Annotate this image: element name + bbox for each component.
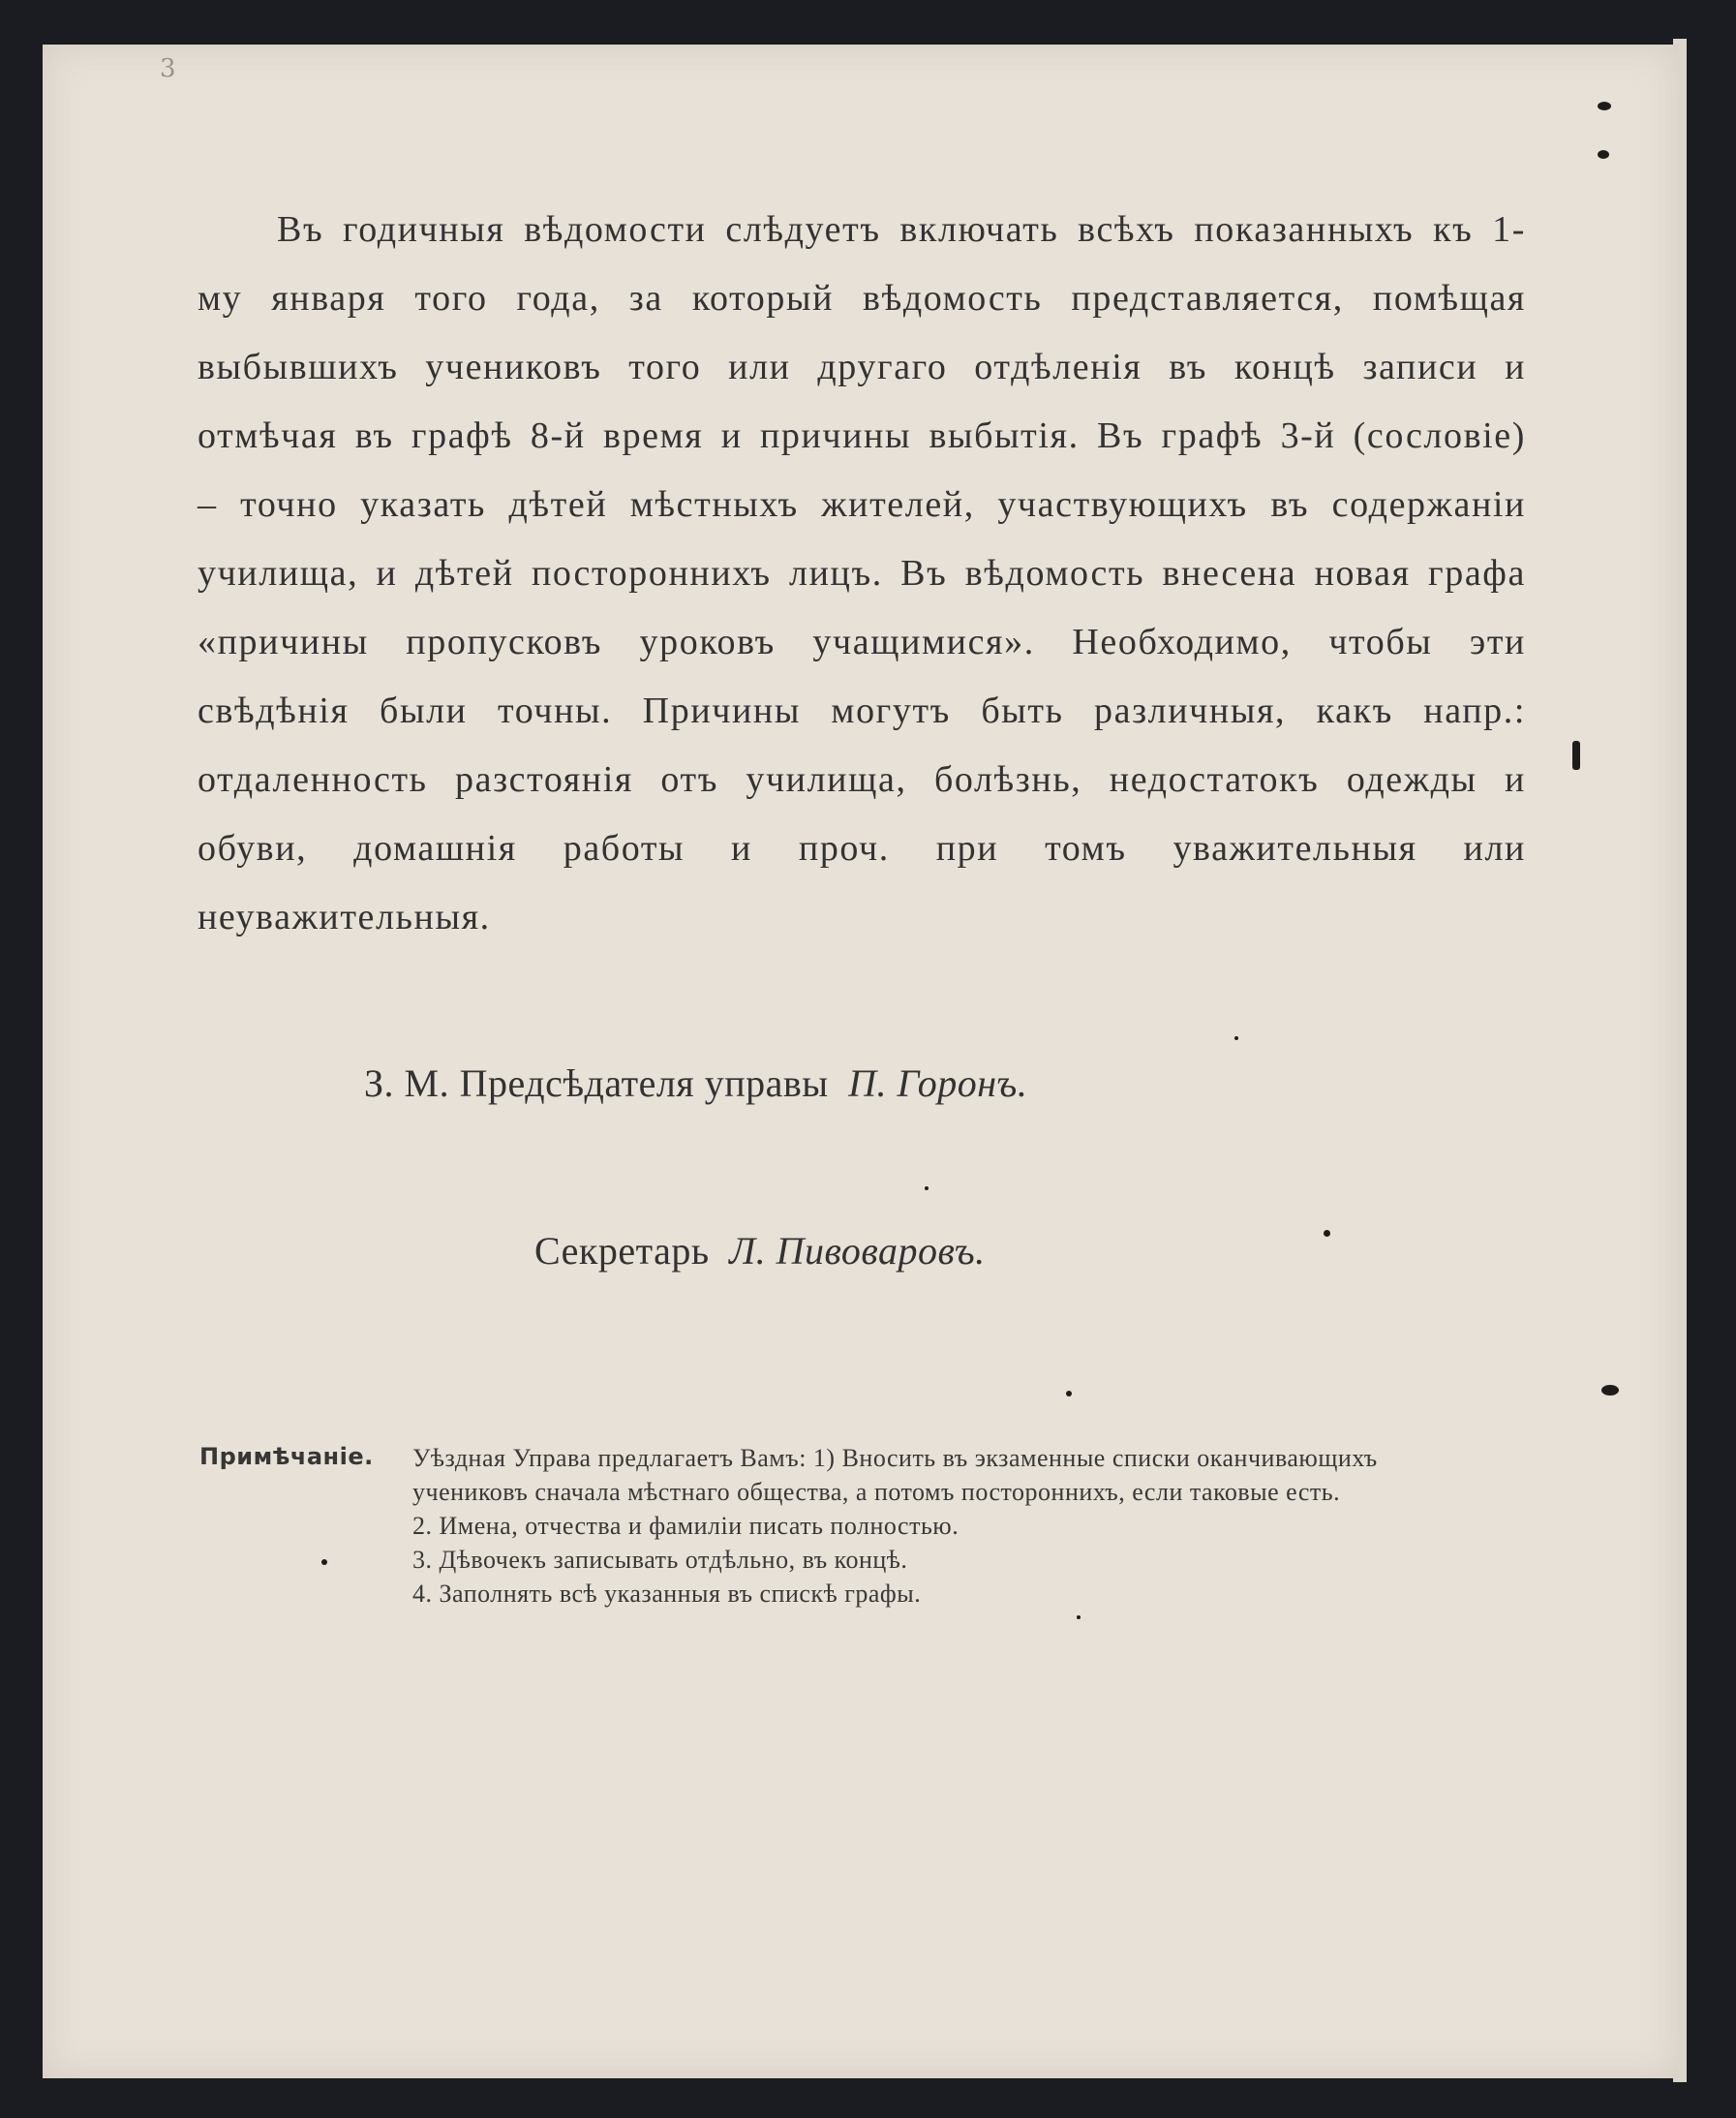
ink-speck xyxy=(321,1559,327,1565)
ink-speck xyxy=(1572,741,1580,770)
corner-pencil-mark: 3 xyxy=(160,54,176,83)
ink-speck xyxy=(1066,1391,1072,1397)
ink-speck xyxy=(1077,1615,1081,1619)
ink-speck xyxy=(1601,1385,1619,1396)
note-line: Уѣздная Управа предлагаетъ Вамъ: 1) Вносить въ экзаменные списки оканчивающихъ xyxy=(412,1444,1378,1472)
signature-chairman xyxy=(364,1060,1027,1106)
ink-speck xyxy=(1324,1230,1330,1237)
note-label: Примѣчаніе. xyxy=(199,1443,374,1470)
ink-speck xyxy=(925,1186,929,1190)
signature-name: Л. Пивоваровъ. xyxy=(729,1229,986,1273)
ink-speck xyxy=(1598,150,1609,159)
ink-speck xyxy=(1234,1036,1238,1040)
ink-speck xyxy=(1598,102,1611,110)
note-line: 2. Имена, отчества и фамиліи писать полностью. xyxy=(412,1512,959,1540)
note-body xyxy=(412,1441,1536,1611)
note-line: 3. Дѣвочекъ записывать отдѣльно, въ концѣ. xyxy=(412,1546,908,1574)
signature-title: З. М. Предсѣдателя управы xyxy=(364,1061,829,1105)
signature-name: П. Горонъ. xyxy=(848,1061,1028,1105)
signature-title: Секретарь xyxy=(534,1229,710,1273)
note-line: 4. Заполнять всѣ указанныя въ спискѣ графы. xyxy=(412,1580,922,1608)
signature-secretary xyxy=(534,1228,986,1274)
main-paragraph: Въ годичныя вѣдомости слѣдуетъ включать всѣхъ показанныхъ къ 1-му января того года, за который вѣдомость представляется, помѣщая выбывшихъ учениковъ того или другаго отдѣленія въ концѣ записи и отмѣчая въ графѣ 8-й время и причины выбытія. Въ графѣ 3-й (сословіе) – точно указать дѣтей мѣстныхъ жителей, участвующихъ въ содержаніи училища, и дѣтей постороннихъ лицъ. Въ вѣдомость внесена новая графа «причины пропусковъ уроковъ учащимися». Необходимо, чтобы эти свѣдѣнія были точны. Причины могутъ быть различныя, какъ напр.: отдаленность разстоянія отъ училища, болѣзнь, недостатокъ одежды и обуви, домашнія работы и проч. при томъ уважительныя или неуважительныя. xyxy=(198,209,1526,937)
note-line: учениковъ сначала мѣстнаго общества, а потомъ постороннихъ, если таковые есть. xyxy=(412,1478,1341,1506)
